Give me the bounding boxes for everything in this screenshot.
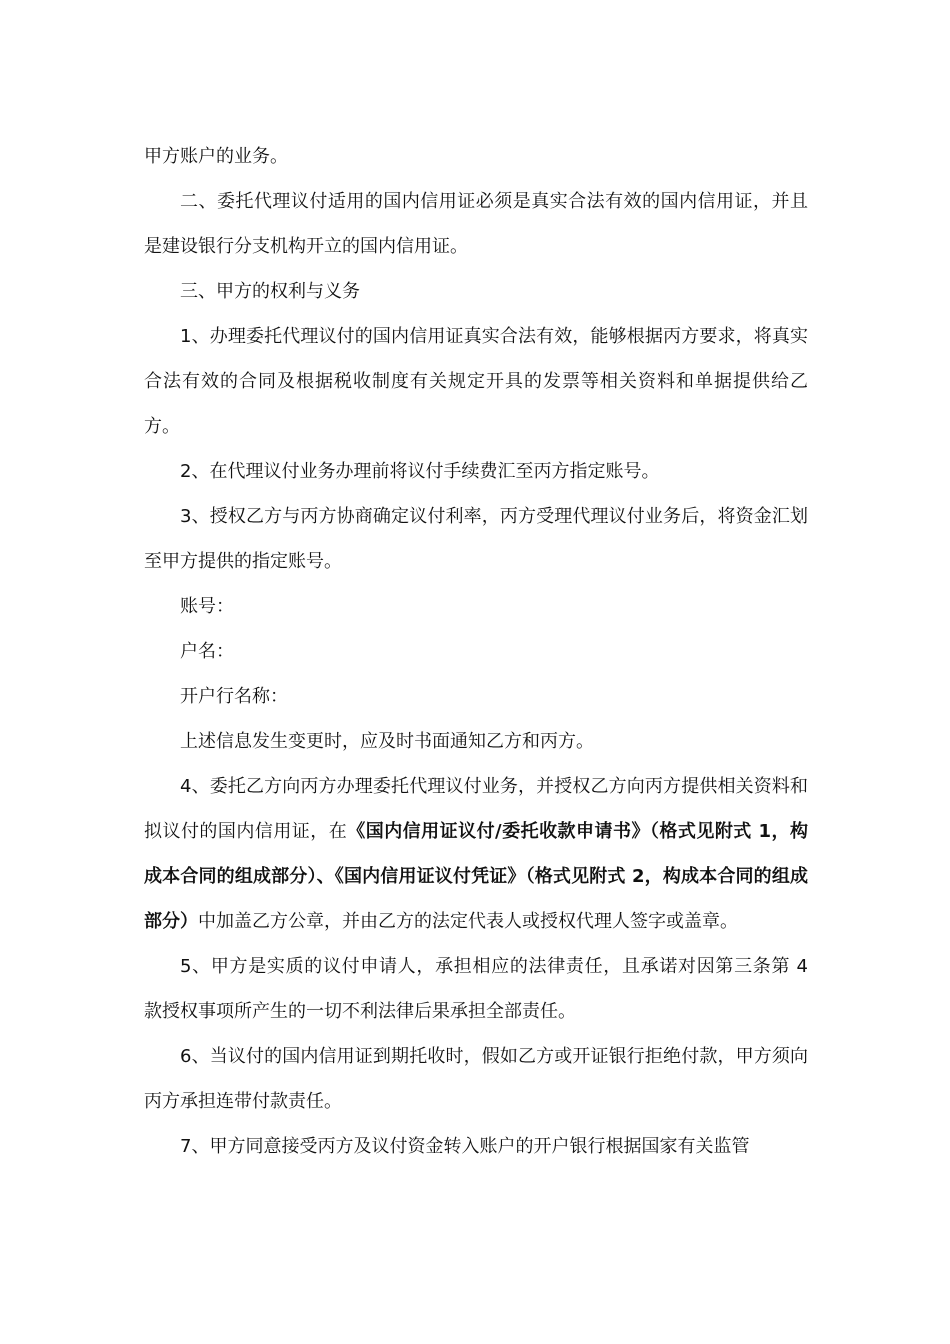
bank-name-label: 开户行名称： — [180, 686, 288, 707]
paragraph-item-6: 6、当议付的国内信用证到期托收时，假如乙方或开证银行拒绝付款，甲方须向丙方承担连带付款责任。 — [144, 1046, 808, 1112]
paragraph-item-7: 7、甲方同意接受丙方及议付资金转入账户的开户银行根据国家有关监管 — [180, 1136, 750, 1157]
paragraph-item-4 — [144, 764, 808, 944]
paragraph-continuation: 甲方账户的业务。 — [144, 146, 288, 167]
paragraph-item-2: 2、在代理议付业务办理前将议付手续费汇至丙方指定账号。 — [180, 461, 660, 482]
item-4-text-end: 中加盖乙方公章，并由乙方的法定代表人或授权代理人签字或盖章。 — [198, 911, 738, 932]
paragraph-item-3: 3、授权乙方与丙方协商确定议付利率，丙方受理代理议付业务后，将资金汇划至甲方提供的指定账号。 — [144, 506, 808, 572]
item-4-text-start: 4、委托乙方向丙方办理委托代理议付业务，并授权乙方向丙方提供相关资料和拟议付的国内信用证，在 — [144, 776, 808, 842]
paragraph-section-three-heading: 三、甲方的权利与义务 — [180, 281, 360, 302]
paragraph-item-1: 1、办理委托代理议付的国内信用证真实合法有效，能够根据丙方要求，将真实合法有效的合同及根据税收制度有关规定开具的发票等相关资料和单据提供给乙方。 — [144, 326, 808, 437]
paragraph-change-notice: 上述信息发生变更时，应及时书面通知乙方和丙方。 — [180, 731, 594, 752]
document-body — [144, 134, 808, 1169]
item-4-bold-forms: 《国内信用证议付/委托收款申请书》（格式见附式 1，构成本合同的组成部分）、《国内信用证议付凭证》（格式见附式 2，构成本合同的组成部分） — [144, 821, 808, 932]
account-name-label: 户名： — [180, 641, 234, 662]
paragraph-item-5: 5、甲方是实质的议付申请人，承担相应的法律责任，且承诺对因第三条第 4 款授权事项所产生的一切不利法律后果承担全部责任。 — [144, 956, 808, 1022]
paragraph-section-two: 二、委托代理议付适用的国内信用证必须是真实合法有效的国内信用证，并且是建设银行分支机构开立的国内信用证。 — [144, 191, 808, 257]
account-number-label: 账号： — [180, 596, 234, 617]
